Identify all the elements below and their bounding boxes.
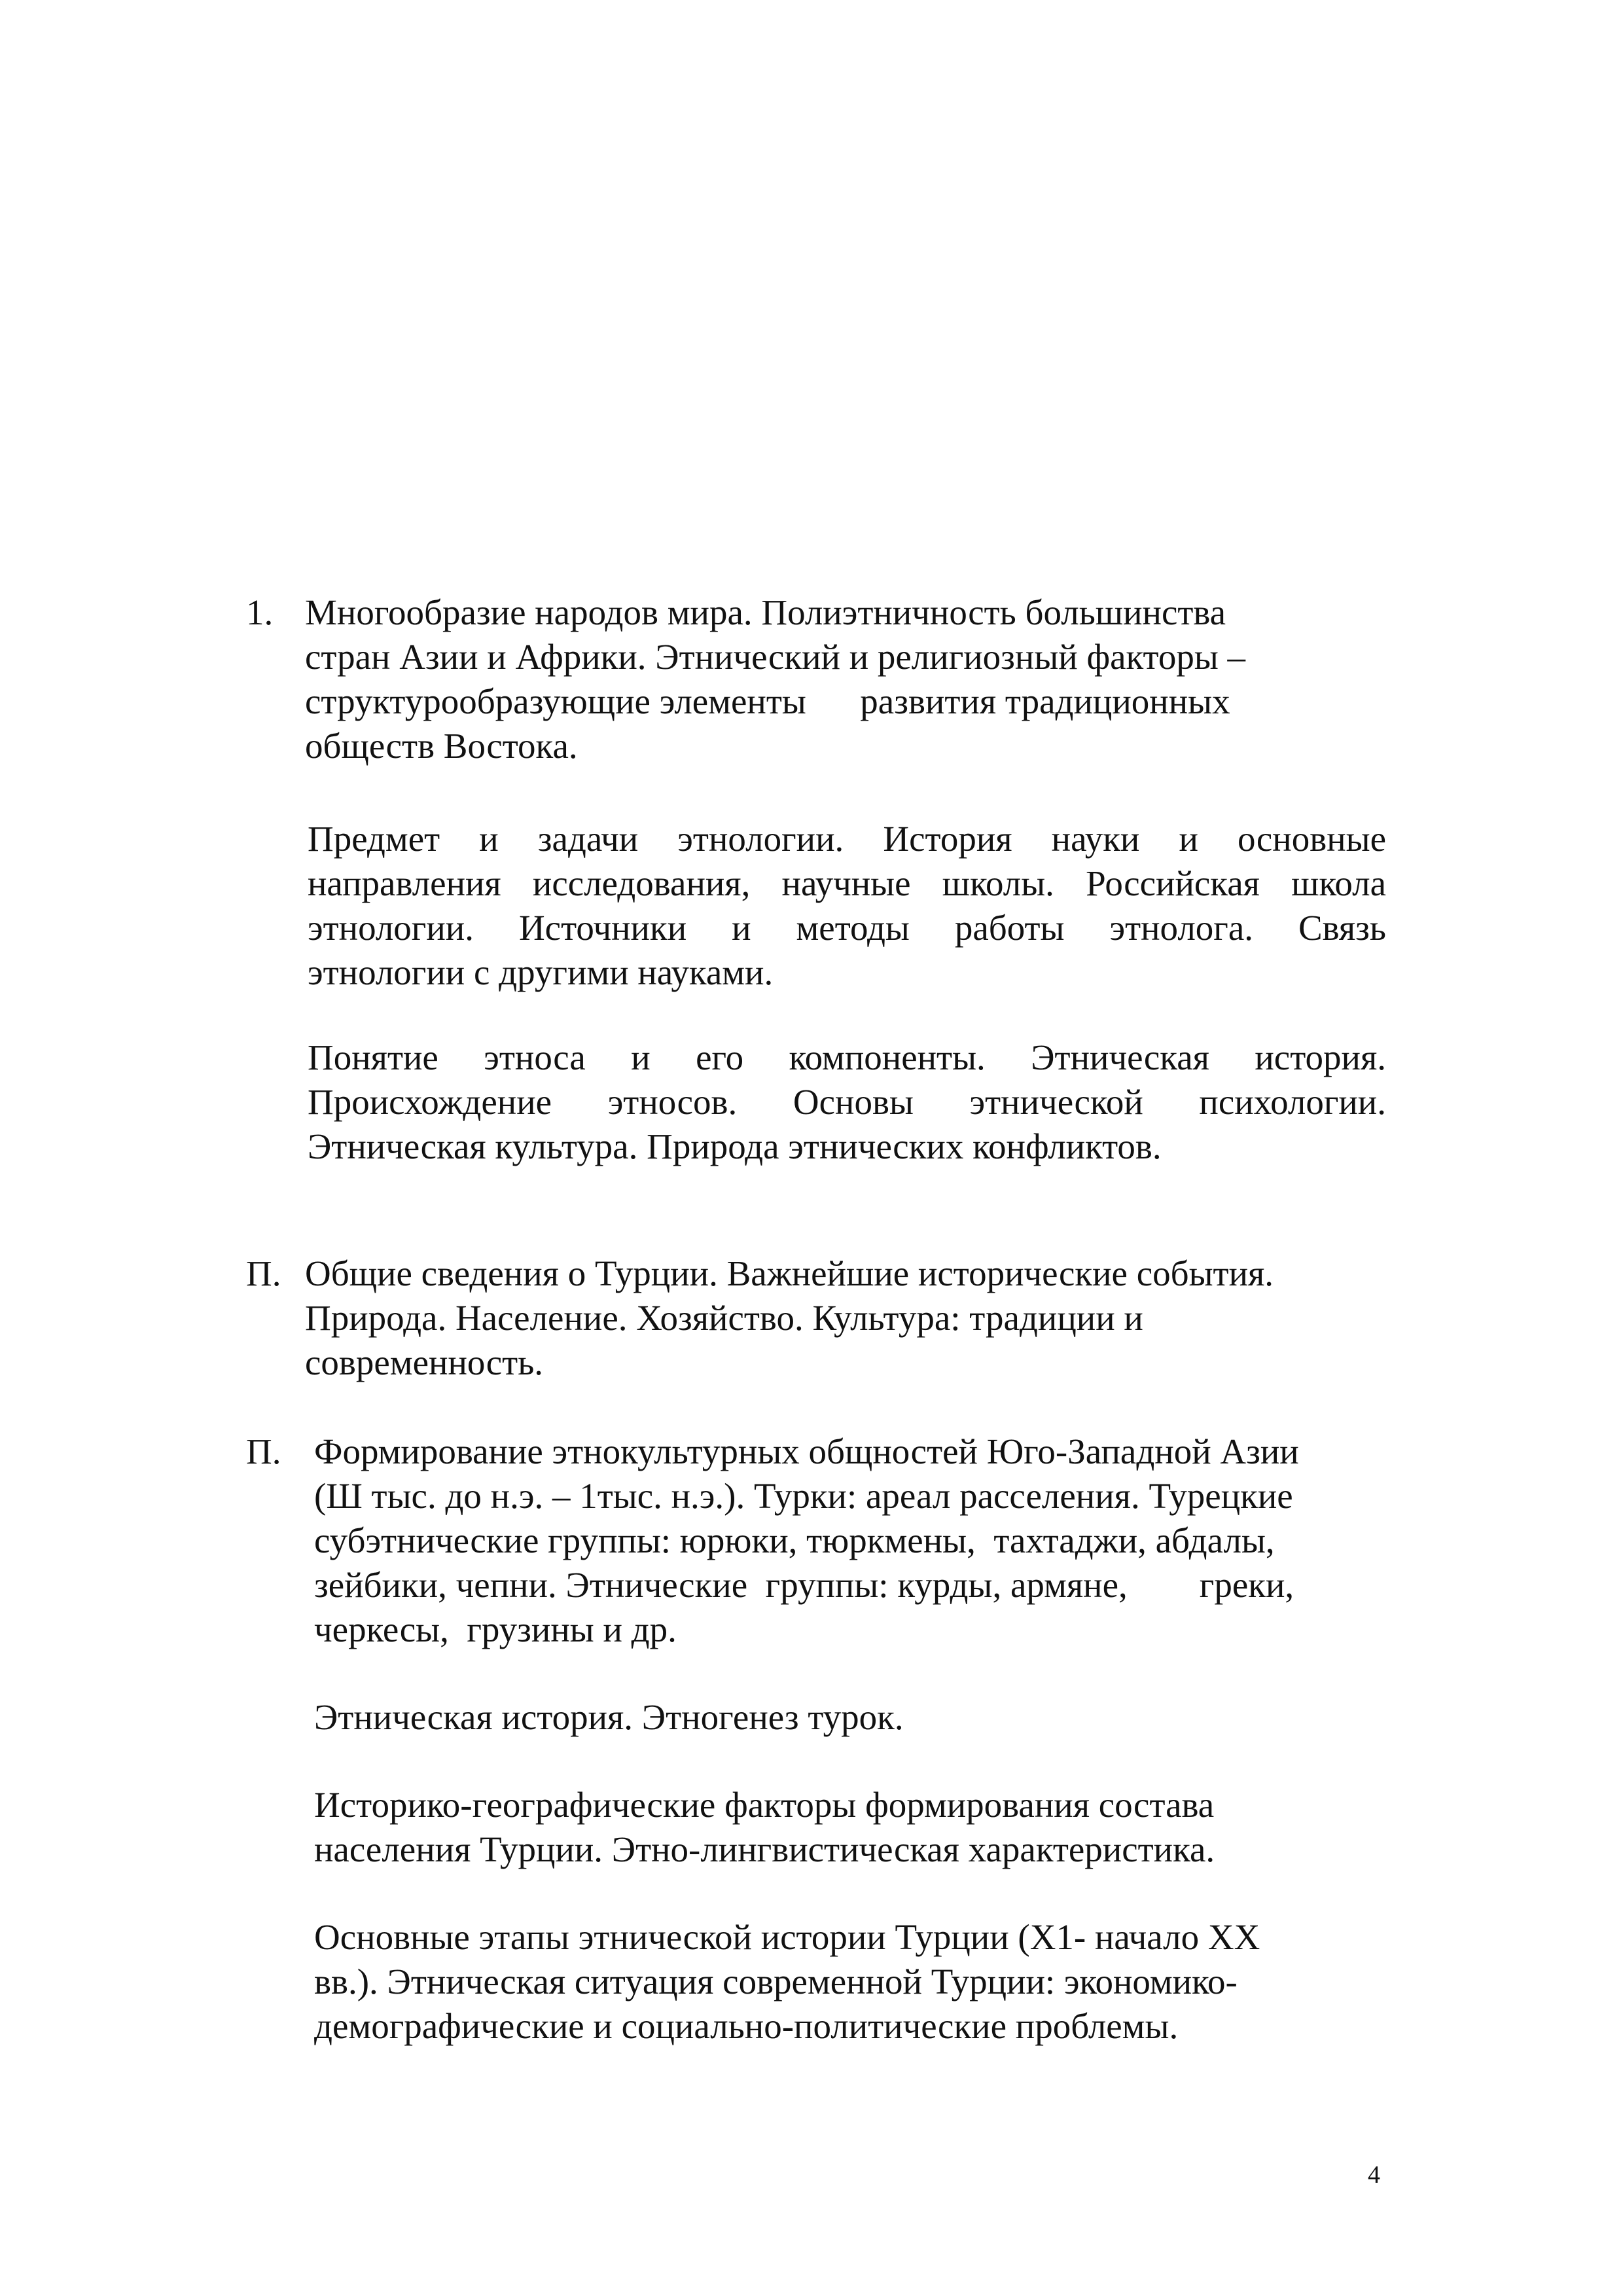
paragraph-line: этнологии с другими науками.	[308, 952, 774, 992]
paragraph-line: демографические и социально-политические проблемы.	[314, 2006, 1179, 2046]
section-1-paragraph-subject	[308, 817, 1386, 995]
section-2-heading-line: современность.	[305, 1342, 544, 1382]
section-2-heading-line: Общие сведения о Турции. Важнейшие исторические события.	[305, 1253, 1274, 1293]
section-1-heading-line: структурообразующие элементы развития традиционных	[305, 681, 1230, 721]
section-3-heading-line: субэтнические группы: юрюки, тюркмены, тахтаджи, абдалы,	[314, 1520, 1275, 1560]
paragraph-line: Происхождение этносов. Основы этнической психологии.	[308, 1082, 1386, 1122]
paragraph-line: Предмет и задачи этнологии. История науки и основные	[308, 819, 1386, 859]
section-1-heading-line: стран Азии и Африки. Этнический и религиозный факторы –	[305, 637, 1246, 677]
section-3-paragraph-stages	[314, 1915, 1361, 2049]
paragraph-line: Этническая культура. Природа этнических конфликтов.	[308, 1126, 1162, 1166]
section-3-heading-line: (Ш тыс. до н.э. – 1тыс. н.э.). Турки: ареал расселения. Турецкие	[314, 1476, 1293, 1516]
paragraph-line: Понятие этноса и его компоненты. Этническая история.	[308, 1037, 1386, 1077]
paragraph-line: направления исследования, научные школы. Российская школа	[308, 863, 1386, 903]
paragraph-line: вв.). Этническая ситуация современной Турции: экономико-	[314, 1962, 1238, 2001]
section-2-heading	[305, 1251, 1365, 1385]
section-1-heading-line: обществ Востока.	[305, 726, 578, 766]
section-1-heading-line: Многообразие народов мира. Полиэтничность большинства	[305, 592, 1226, 632]
section-3-heading	[314, 1429, 1361, 1652]
section-3-heading-line: Формирование этнокультурных общностей Юго-Западной Азии	[314, 1431, 1299, 1471]
paragraph-line: этнологии. Источники и методы работы этнолога. Связь	[308, 908, 1386, 948]
paragraph-line: Этническая история. Этногенез турок.	[314, 1697, 904, 1737]
section-3-heading-line: зейбики, чепни. Этнические группы: курды, армяне, греки,	[314, 1565, 1294, 1605]
section-3-heading-line: черкесы, грузины и др.	[314, 1609, 677, 1649]
section-3-number: П.	[246, 1431, 281, 1471]
paragraph-line: Основные этапы этнической истории Турции (Х1- начало ХХ	[314, 1917, 1260, 1957]
paragraph-line: населения Турции. Этно-лингвистическая характеристика.	[314, 1829, 1215, 1869]
section-1-heading	[305, 590, 1326, 768]
section-1-number: 1.	[246, 592, 274, 632]
paragraph-line: Историко-географические факторы формирования состава	[314, 1785, 1215, 1825]
section-2-number: П.	[246, 1253, 281, 1293]
section-3-paragraph-geography	[314, 1783, 1361, 1872]
section-2-heading-line: Природа. Население. Хозяйство. Культура: традиции и	[305, 1298, 1143, 1338]
section-3-paragraph-ethnogenesis	[314, 1695, 1361, 1740]
section-1-paragraph-ethnos	[308, 1035, 1386, 1169]
page-number: 4	[1368, 2161, 1380, 2189]
